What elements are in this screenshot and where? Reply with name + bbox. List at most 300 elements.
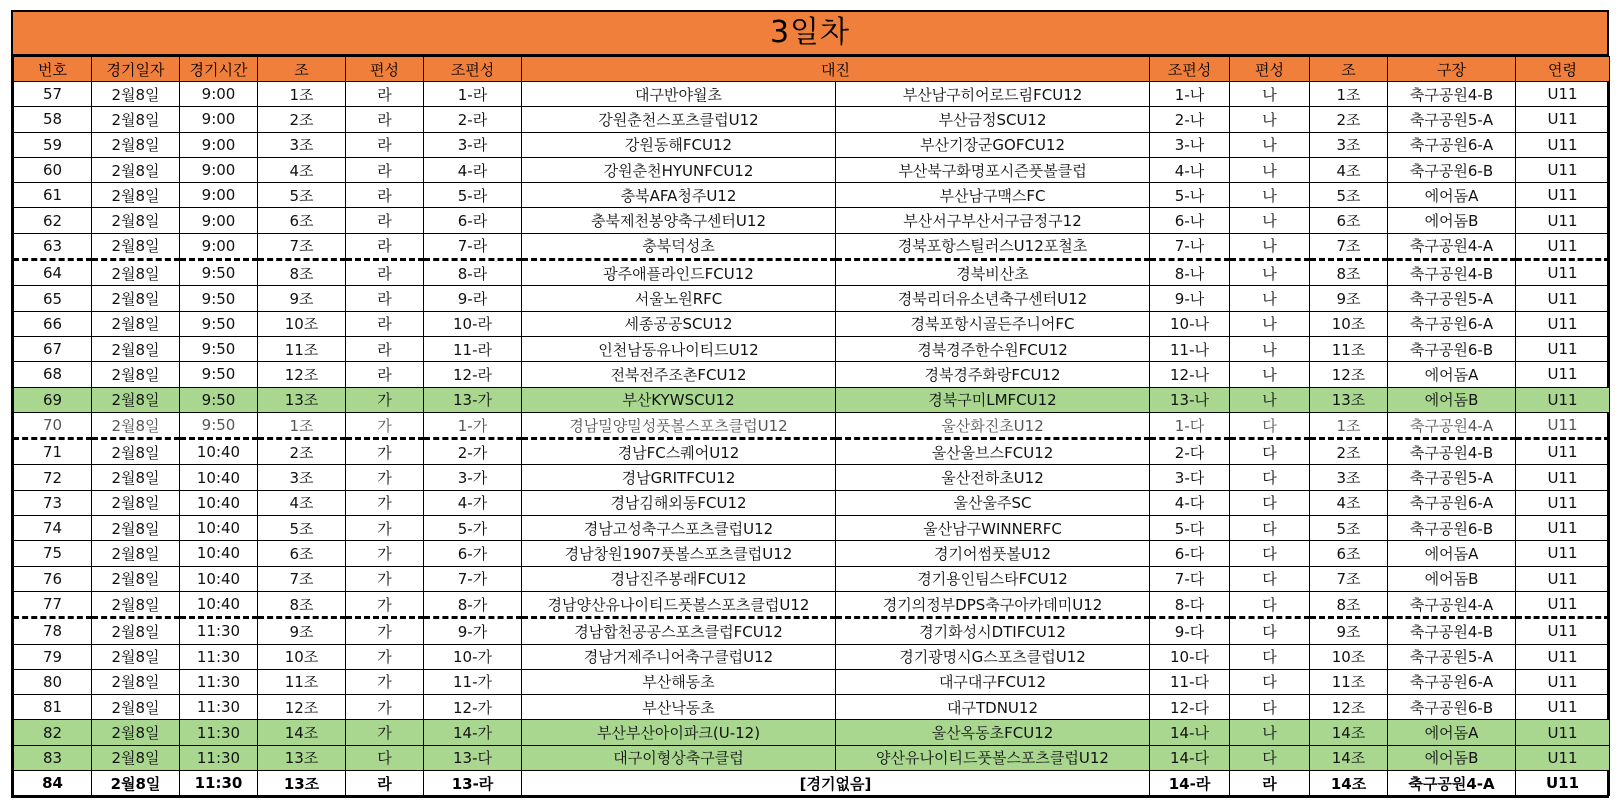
cell-jo-pyeonseong: 2-가 <box>424 439 522 465</box>
cell-group: 11조 <box>258 336 346 361</box>
cell-jo-pyeonseong-2: 4-나 <box>1150 157 1230 182</box>
cell-home-team: 경남진주봉래FCU12 <box>522 566 836 591</box>
cell-time: 9:50 <box>180 336 258 361</box>
table-row <box>14 183 1610 208</box>
table-row <box>14 233 1610 259</box>
cell-no: 59 <box>14 132 92 157</box>
cell-pyeonseong: 가 <box>346 566 424 591</box>
cell-group-2: 1조 <box>1310 412 1388 438</box>
cell-no: 69 <box>14 387 92 412</box>
cell-time: 9:50 <box>180 387 258 412</box>
cell-jo-pyeonseong: 11-라 <box>424 336 522 361</box>
cell-date: 2월8일 <box>92 566 180 591</box>
header-match: 대진 <box>522 57 1150 82</box>
cell-pyeonseong: 가 <box>346 591 424 617</box>
header-time: 경기시간 <box>180 57 258 82</box>
table-row <box>14 516 1610 541</box>
table-row <box>14 669 1610 694</box>
table-row <box>14 745 1610 770</box>
cell-no: 60 <box>14 157 92 182</box>
cell-group: 6조 <box>258 541 346 566</box>
cell-venue: 축구공원6-B <box>1388 336 1516 361</box>
table-row <box>14 107 1610 132</box>
cell-group: 5조 <box>258 183 346 208</box>
cell-age: U11 <box>1516 107 1610 132</box>
cell-group: 8조 <box>258 260 346 286</box>
cell-time: 9:50 <box>180 311 258 336</box>
table-row <box>14 362 1610 387</box>
cell-date: 2월8일 <box>92 644 180 669</box>
cell-no: 64 <box>14 260 92 286</box>
cell-pyeonseong-2: 나 <box>1230 720 1310 745</box>
cell-time: 9:00 <box>180 82 258 107</box>
cell-home-team: 부산낙동초 <box>522 695 836 720</box>
cell-jo-pyeonseong-2: 10-다 <box>1150 644 1230 669</box>
cell-pyeonseong-2: 다 <box>1230 644 1310 669</box>
cell-date: 2월8일 <box>92 233 180 259</box>
cell-jo-pyeonseong-2: 2-나 <box>1150 107 1230 132</box>
cell-age: U11 <box>1516 439 1610 465</box>
cell-home-team: 경남고성축구스포츠클럽U12 <box>522 516 836 541</box>
cell-pyeonseong: 가 <box>346 618 424 644</box>
cell-group: 2조 <box>258 439 346 465</box>
cell-pyeonseong: 라 <box>346 771 424 796</box>
cell-pyeonseong: 라 <box>346 286 424 311</box>
cell-no: 80 <box>14 669 92 694</box>
cell-pyeonseong-2: 나 <box>1230 183 1310 208</box>
cell-away-team: 울산울브스FCU12 <box>836 439 1150 465</box>
cell-age: U11 <box>1516 286 1610 311</box>
cell-venue: 축구공원4-A <box>1388 412 1516 438</box>
cell-jo-pyeonseong-2: 9-다 <box>1150 618 1230 644</box>
cell-away-team: 울산옥동초FCU12 <box>836 720 1150 745</box>
cell-group-2: 2조 <box>1310 439 1388 465</box>
cell-date: 2월8일 <box>92 183 180 208</box>
cell-time: 10:40 <box>180 465 258 490</box>
cell-group-2: 4조 <box>1310 490 1388 515</box>
cell-pyeonseong: 라 <box>346 233 424 259</box>
cell-pyeonseong-2: 다 <box>1230 465 1310 490</box>
cell-date: 2월8일 <box>92 465 180 490</box>
cell-time: 10:40 <box>180 591 258 617</box>
cell-jo-pyeonseong: 10-라 <box>424 311 522 336</box>
table-row <box>14 132 1610 157</box>
cell-jo-pyeonseong-2: 2-다 <box>1150 439 1230 465</box>
cell-away-team: 부산남구히어로드림FCU12 <box>836 82 1150 107</box>
cell-age: U11 <box>1516 362 1610 387</box>
cell-time: 9:50 <box>180 412 258 438</box>
cell-group-2: 8조 <box>1310 591 1388 617</box>
cell-pyeonseong: 가 <box>346 439 424 465</box>
cell-age: U11 <box>1516 669 1610 694</box>
cell-group: 6조 <box>258 208 346 233</box>
table-row <box>14 591 1610 617</box>
cell-pyeonseong-2: 다 <box>1230 695 1310 720</box>
cell-home-team: 전북전주조촌FCU12 <box>522 362 836 387</box>
cell-date: 2월8일 <box>92 771 180 796</box>
cell-pyeonseong-2: 나 <box>1230 82 1310 107</box>
cell-date: 2월8일 <box>92 107 180 132</box>
cell-age: U11 <box>1516 566 1610 591</box>
cell-pyeonseong-2: 나 <box>1230 336 1310 361</box>
cell-group-2: 14조 <box>1310 771 1388 796</box>
cell-group-2: 9조 <box>1310 286 1388 311</box>
cell-group: 2조 <box>258 107 346 132</box>
cell-venue: 축구공원6-A <box>1388 490 1516 515</box>
cell-jo-pyeonseong: 12-라 <box>424 362 522 387</box>
cell-time: 9:00 <box>180 157 258 182</box>
cell-jo-pyeonseong: 8-가 <box>424 591 522 617</box>
cell-venue: 에어돔A <box>1388 720 1516 745</box>
cell-group-2: 8조 <box>1310 260 1388 286</box>
table-row <box>14 490 1610 515</box>
cell-jo-pyeonseong-2: 4-다 <box>1150 490 1230 515</box>
cell-date: 2월8일 <box>92 745 180 770</box>
cell-age: U11 <box>1516 208 1610 233</box>
header-jo-pyeonseong-2: 조편성 <box>1150 57 1230 82</box>
cell-jo-pyeonseong-2: 14-라 <box>1150 771 1230 796</box>
cell-pyeonseong-2: 나 <box>1230 132 1310 157</box>
cell-pyeonseong-2: 다 <box>1230 541 1310 566</box>
cell-group-2: 11조 <box>1310 336 1388 361</box>
cell-pyeonseong: 가 <box>346 720 424 745</box>
cell-time: 11:30 <box>180 745 258 770</box>
cell-away-team: 울산전하초U12 <box>836 465 1150 490</box>
cell-no: 67 <box>14 336 92 361</box>
cell-date: 2월8일 <box>92 618 180 644</box>
cell-no: 82 <box>14 720 92 745</box>
cell-date: 2월8일 <box>92 387 180 412</box>
cell-group-2: 7조 <box>1310 566 1388 591</box>
cell-group-2: 6조 <box>1310 208 1388 233</box>
schedule-sheet <box>11 10 1609 798</box>
cell-jo-pyeonseong: 6-라 <box>424 208 522 233</box>
cell-jo-pyeonseong: 4-가 <box>424 490 522 515</box>
table-row <box>14 720 1610 745</box>
cell-age: U11 <box>1516 132 1610 157</box>
cell-group-2: 5조 <box>1310 183 1388 208</box>
cell-jo-pyeonseong: 14-가 <box>424 720 522 745</box>
cell-home-team: 충북제천봉양축구센터U12 <box>522 208 836 233</box>
cell-home-team: 강원동해FCU12 <box>522 132 836 157</box>
cell-date: 2월8일 <box>92 669 180 694</box>
cell-no: 79 <box>14 644 92 669</box>
cell-home-team: 경남밀양밀성풋볼스포츠클럽U12 <box>522 412 836 438</box>
cell-date: 2월8일 <box>92 516 180 541</box>
table-row <box>14 336 1610 361</box>
cell-group: 1조 <box>258 412 346 438</box>
cell-jo-pyeonseong-2: 1-나 <box>1150 82 1230 107</box>
cell-no: 61 <box>14 183 92 208</box>
table-row <box>14 412 1610 438</box>
cell-time: 9:50 <box>180 286 258 311</box>
cell-group: 13조 <box>258 771 346 796</box>
cell-age: U11 <box>1516 618 1610 644</box>
cell-group-2: 10조 <box>1310 311 1388 336</box>
cell-date: 2월8일 <box>92 336 180 361</box>
cell-jo-pyeonseong: 7-라 <box>424 233 522 259</box>
cell-group: 3조 <box>258 132 346 157</box>
cell-group-2: 2조 <box>1310 107 1388 132</box>
cell-age: U11 <box>1516 233 1610 259</box>
cell-jo-pyeonseong-2: 9-나 <box>1150 286 1230 311</box>
cell-group-2: 10조 <box>1310 644 1388 669</box>
cell-no: 76 <box>14 566 92 591</box>
cell-age: U11 <box>1516 157 1610 182</box>
cell-no: 63 <box>14 233 92 259</box>
cell-away-team: 대구TDNU12 <box>836 695 1150 720</box>
cell-pyeonseong-2: 다 <box>1230 669 1310 694</box>
cell-home-team: 경남합천공공스포츠클럽FCU12 <box>522 618 836 644</box>
table-row-last <box>14 771 1610 796</box>
cell-age: U11 <box>1516 260 1610 286</box>
cell-date: 2월8일 <box>92 286 180 311</box>
cell-venue: 에어돔B <box>1388 208 1516 233</box>
cell-jo-pyeonseong-2: 5-다 <box>1150 516 1230 541</box>
cell-group-2: 6조 <box>1310 541 1388 566</box>
cell-group: 13조 <box>258 745 346 770</box>
header-jo-pyeonseong: 조편성 <box>424 57 522 82</box>
cell-pyeonseong: 라 <box>346 132 424 157</box>
cell-group: 1조 <box>258 82 346 107</box>
cell-home-team: 대구이형상축구클럽 <box>522 745 836 770</box>
cell-home-team: 경남양산유나이티드풋볼스포츠클럽U12 <box>522 591 836 617</box>
cell-away-team: 부산남구맥스FC <box>836 183 1150 208</box>
cell-jo-pyeonseong: 1-라 <box>424 82 522 107</box>
cell-jo-pyeonseong-2: 1-다 <box>1150 412 1230 438</box>
table-row <box>14 465 1610 490</box>
cell-group-2: 14조 <box>1310 720 1388 745</box>
cell-venue: 축구공원6-B <box>1388 695 1516 720</box>
cell-venue: 축구공원4-A <box>1388 591 1516 617</box>
cell-pyeonseong-2: 다 <box>1230 490 1310 515</box>
table-row <box>14 157 1610 182</box>
table-row <box>14 82 1610 107</box>
header-pyeonseong: 편성 <box>346 57 424 82</box>
cell-pyeonseong: 라 <box>346 183 424 208</box>
cell-pyeonseong-2: 나 <box>1230 311 1310 336</box>
cell-pyeonseong-2: 라 <box>1230 771 1310 796</box>
cell-jo-pyeonseong-2: 14-다 <box>1150 745 1230 770</box>
cell-jo-pyeonseong-2: 10-나 <box>1150 311 1230 336</box>
cell-group: 10조 <box>258 311 346 336</box>
cell-group: 13조 <box>258 387 346 412</box>
cell-home-team: 경남거제주니어축구클럽U12 <box>522 644 836 669</box>
cell-pyeonseong: 라 <box>346 336 424 361</box>
cell-venue: 축구공원4-B <box>1388 618 1516 644</box>
cell-venue: 축구공원5-A <box>1388 644 1516 669</box>
cell-away-team: 부산금정SCU12 <box>836 107 1150 132</box>
cell-pyeonseong: 가 <box>346 695 424 720</box>
cell-time: 9:00 <box>180 132 258 157</box>
cell-pyeonseong-2: 다 <box>1230 591 1310 617</box>
cell-no: 77 <box>14 591 92 617</box>
cell-away-team: 부산서구부산서구금정구12 <box>836 208 1150 233</box>
cell-age: U11 <box>1516 490 1610 515</box>
header-row <box>14 57 1610 82</box>
cell-no: 70 <box>14 412 92 438</box>
cell-pyeonseong-2: 다 <box>1230 618 1310 644</box>
cell-jo-pyeonseong: 3-가 <box>424 465 522 490</box>
cell-date: 2월8일 <box>92 132 180 157</box>
cell-group-2: 3조 <box>1310 465 1388 490</box>
cell-jo-pyeonseong: 9-가 <box>424 618 522 644</box>
cell-no: 62 <box>14 208 92 233</box>
cell-away-team: 경북포항스틸러스U12포철초 <box>836 233 1150 259</box>
cell-group-2: 12조 <box>1310 695 1388 720</box>
cell-venue: 축구공원6-A <box>1388 132 1516 157</box>
cell-jo-pyeonseong: 13-다 <box>424 745 522 770</box>
cell-pyeonseong: 가 <box>346 516 424 541</box>
cell-date: 2월8일 <box>92 439 180 465</box>
cell-no: 73 <box>14 490 92 515</box>
cell-jo-pyeonseong-2: 11-다 <box>1150 669 1230 694</box>
cell-pyeonseong-2: 다 <box>1230 566 1310 591</box>
cell-pyeonseong: 라 <box>346 157 424 182</box>
cell-no: 57 <box>14 82 92 107</box>
cell-jo-pyeonseong-2: 6-다 <box>1150 541 1230 566</box>
cell-jo-pyeonseong: 13-라 <box>424 771 522 796</box>
cell-time: 10:40 <box>180 490 258 515</box>
table-row <box>14 566 1610 591</box>
table-row <box>14 439 1610 465</box>
cell-date: 2월8일 <box>92 490 180 515</box>
cell-home-team: 세종공공SCU12 <box>522 311 836 336</box>
cell-group: 11조 <box>258 669 346 694</box>
cell-group-2: 14조 <box>1310 745 1388 770</box>
cell-group: 12조 <box>258 695 346 720</box>
cell-home-team: 경남FC스퀘어U12 <box>522 439 836 465</box>
cell-home-team: 강원춘천스포츠클럽U12 <box>522 107 836 132</box>
table-row <box>14 387 1610 412</box>
cell-venue: 축구공원4-B <box>1388 82 1516 107</box>
cell-age: U11 <box>1516 183 1610 208</box>
cell-date: 2월8일 <box>92 311 180 336</box>
cell-date: 2월8일 <box>92 82 180 107</box>
cell-age: U11 <box>1516 695 1610 720</box>
cell-venue: 축구공원4-A <box>1388 771 1516 796</box>
cell-pyeonseong-2: 나 <box>1230 208 1310 233</box>
cell-no: 84 <box>14 771 92 796</box>
cell-venue: 에어돔A <box>1388 541 1516 566</box>
cell-age: U11 <box>1516 336 1610 361</box>
header-group: 조 <box>258 57 346 82</box>
cell-pyeonseong: 라 <box>346 82 424 107</box>
cell-pyeonseong: 가 <box>346 644 424 669</box>
cell-age: U11 <box>1516 541 1610 566</box>
cell-group-2: 1조 <box>1310 82 1388 107</box>
cell-away-team: 부산북구화명포시즌풋볼클럽 <box>836 157 1150 182</box>
cell-pyeonseong-2: 나 <box>1230 387 1310 412</box>
cell-group: 9조 <box>258 286 346 311</box>
cell-pyeonseong: 라 <box>346 107 424 132</box>
cell-jo-pyeonseong-2: 13-나 <box>1150 387 1230 412</box>
cell-jo-pyeonseong-2: 8-나 <box>1150 260 1230 286</box>
cell-date: 2월8일 <box>92 362 180 387</box>
cell-group: 4조 <box>258 157 346 182</box>
cell-home-team: 충북AFA청주U12 <box>522 183 836 208</box>
cell-group: 3조 <box>258 465 346 490</box>
cell-away-team: 양산유나이티드풋볼스포츠클럽U12 <box>836 745 1150 770</box>
cell-jo-pyeonseong-2: 3-다 <box>1150 465 1230 490</box>
cell-home-team: 경남GRITFCU12 <box>522 465 836 490</box>
cell-time: 9:00 <box>180 107 258 132</box>
cell-jo-pyeonseong: 3-라 <box>424 132 522 157</box>
cell-away-team: 울산남구WINNERFC <box>836 516 1150 541</box>
cell-pyeonseong-2: 나 <box>1230 362 1310 387</box>
cell-time: 11:30 <box>180 618 258 644</box>
cell-jo-pyeonseong: 6-가 <box>424 541 522 566</box>
cell-pyeonseong: 라 <box>346 362 424 387</box>
cell-home-team: 경남창원1907풋볼스포츠클럽U12 <box>522 541 836 566</box>
cell-venue: 축구공원4-B <box>1388 439 1516 465</box>
cell-jo-pyeonseong-2: 8-다 <box>1150 591 1230 617</box>
cell-away-team: 경기용인팀스타FCU12 <box>836 566 1150 591</box>
table-row <box>14 644 1610 669</box>
cell-pyeonseong: 다 <box>346 745 424 770</box>
cell-away-team: 경기화성시DTIFCU12 <box>836 618 1150 644</box>
cell-no: 72 <box>14 465 92 490</box>
cell-jo-pyeonseong: 12-가 <box>424 695 522 720</box>
cell-date: 2월8일 <box>92 541 180 566</box>
cell-age: U11 <box>1516 771 1610 796</box>
cell-group-2: 3조 <box>1310 132 1388 157</box>
cell-age: U11 <box>1516 387 1610 412</box>
schedule-table <box>13 56 1610 796</box>
cell-jo-pyeonseong-2: 7-다 <box>1150 566 1230 591</box>
cell-jo-pyeonseong-2: 11-나 <box>1150 336 1230 361</box>
cell-jo-pyeonseong: 10-가 <box>424 644 522 669</box>
cell-age: U11 <box>1516 516 1610 541</box>
cell-pyeonseong-2: 나 <box>1230 260 1310 286</box>
cell-time: 9:00 <box>180 208 258 233</box>
table-row <box>14 541 1610 566</box>
cell-venue: 축구공원6-A <box>1388 311 1516 336</box>
cell-date: 2월8일 <box>92 208 180 233</box>
cell-away-team: 대구대구FCU12 <box>836 669 1150 694</box>
cell-home-team: 광주애플라인드FCU12 <box>522 260 836 286</box>
cell-home-team: 서울노원RFC <box>522 286 836 311</box>
cell-time: 9:00 <box>180 183 258 208</box>
cell-home-team: 강원춘천HYUNFCU12 <box>522 157 836 182</box>
cell-venue: 축구공원4-A <box>1388 233 1516 259</box>
header-age: 연령 <box>1516 57 1610 82</box>
cell-jo-pyeonseong: 4-라 <box>424 157 522 182</box>
cell-time: 11:30 <box>180 771 258 796</box>
cell-date: 2월8일 <box>92 412 180 438</box>
table-row <box>14 695 1610 720</box>
cell-jo-pyeonseong: 2-라 <box>424 107 522 132</box>
table-row <box>14 286 1610 311</box>
cell-time: 10:40 <box>180 566 258 591</box>
cell-group-2: 11조 <box>1310 669 1388 694</box>
cell-pyeonseong: 가 <box>346 387 424 412</box>
cell-time: 9:50 <box>180 362 258 387</box>
cell-group: 4조 <box>258 490 346 515</box>
cell-jo-pyeonseong: 5-라 <box>424 183 522 208</box>
cell-group-2: 4조 <box>1310 157 1388 182</box>
header-date: 경기일자 <box>92 57 180 82</box>
cell-away-team: 경북비산초 <box>836 260 1150 286</box>
cell-jo-pyeonseong-2: 7-나 <box>1150 233 1230 259</box>
cell-time: 11:30 <box>180 695 258 720</box>
cell-pyeonseong: 라 <box>346 311 424 336</box>
cell-group-2: 5조 <box>1310 516 1388 541</box>
cell-age: U11 <box>1516 745 1610 770</box>
cell-group: 14조 <box>258 720 346 745</box>
cell-away-team: 경기의정부DPS축구아카데미U12 <box>836 591 1150 617</box>
cell-no: 66 <box>14 311 92 336</box>
